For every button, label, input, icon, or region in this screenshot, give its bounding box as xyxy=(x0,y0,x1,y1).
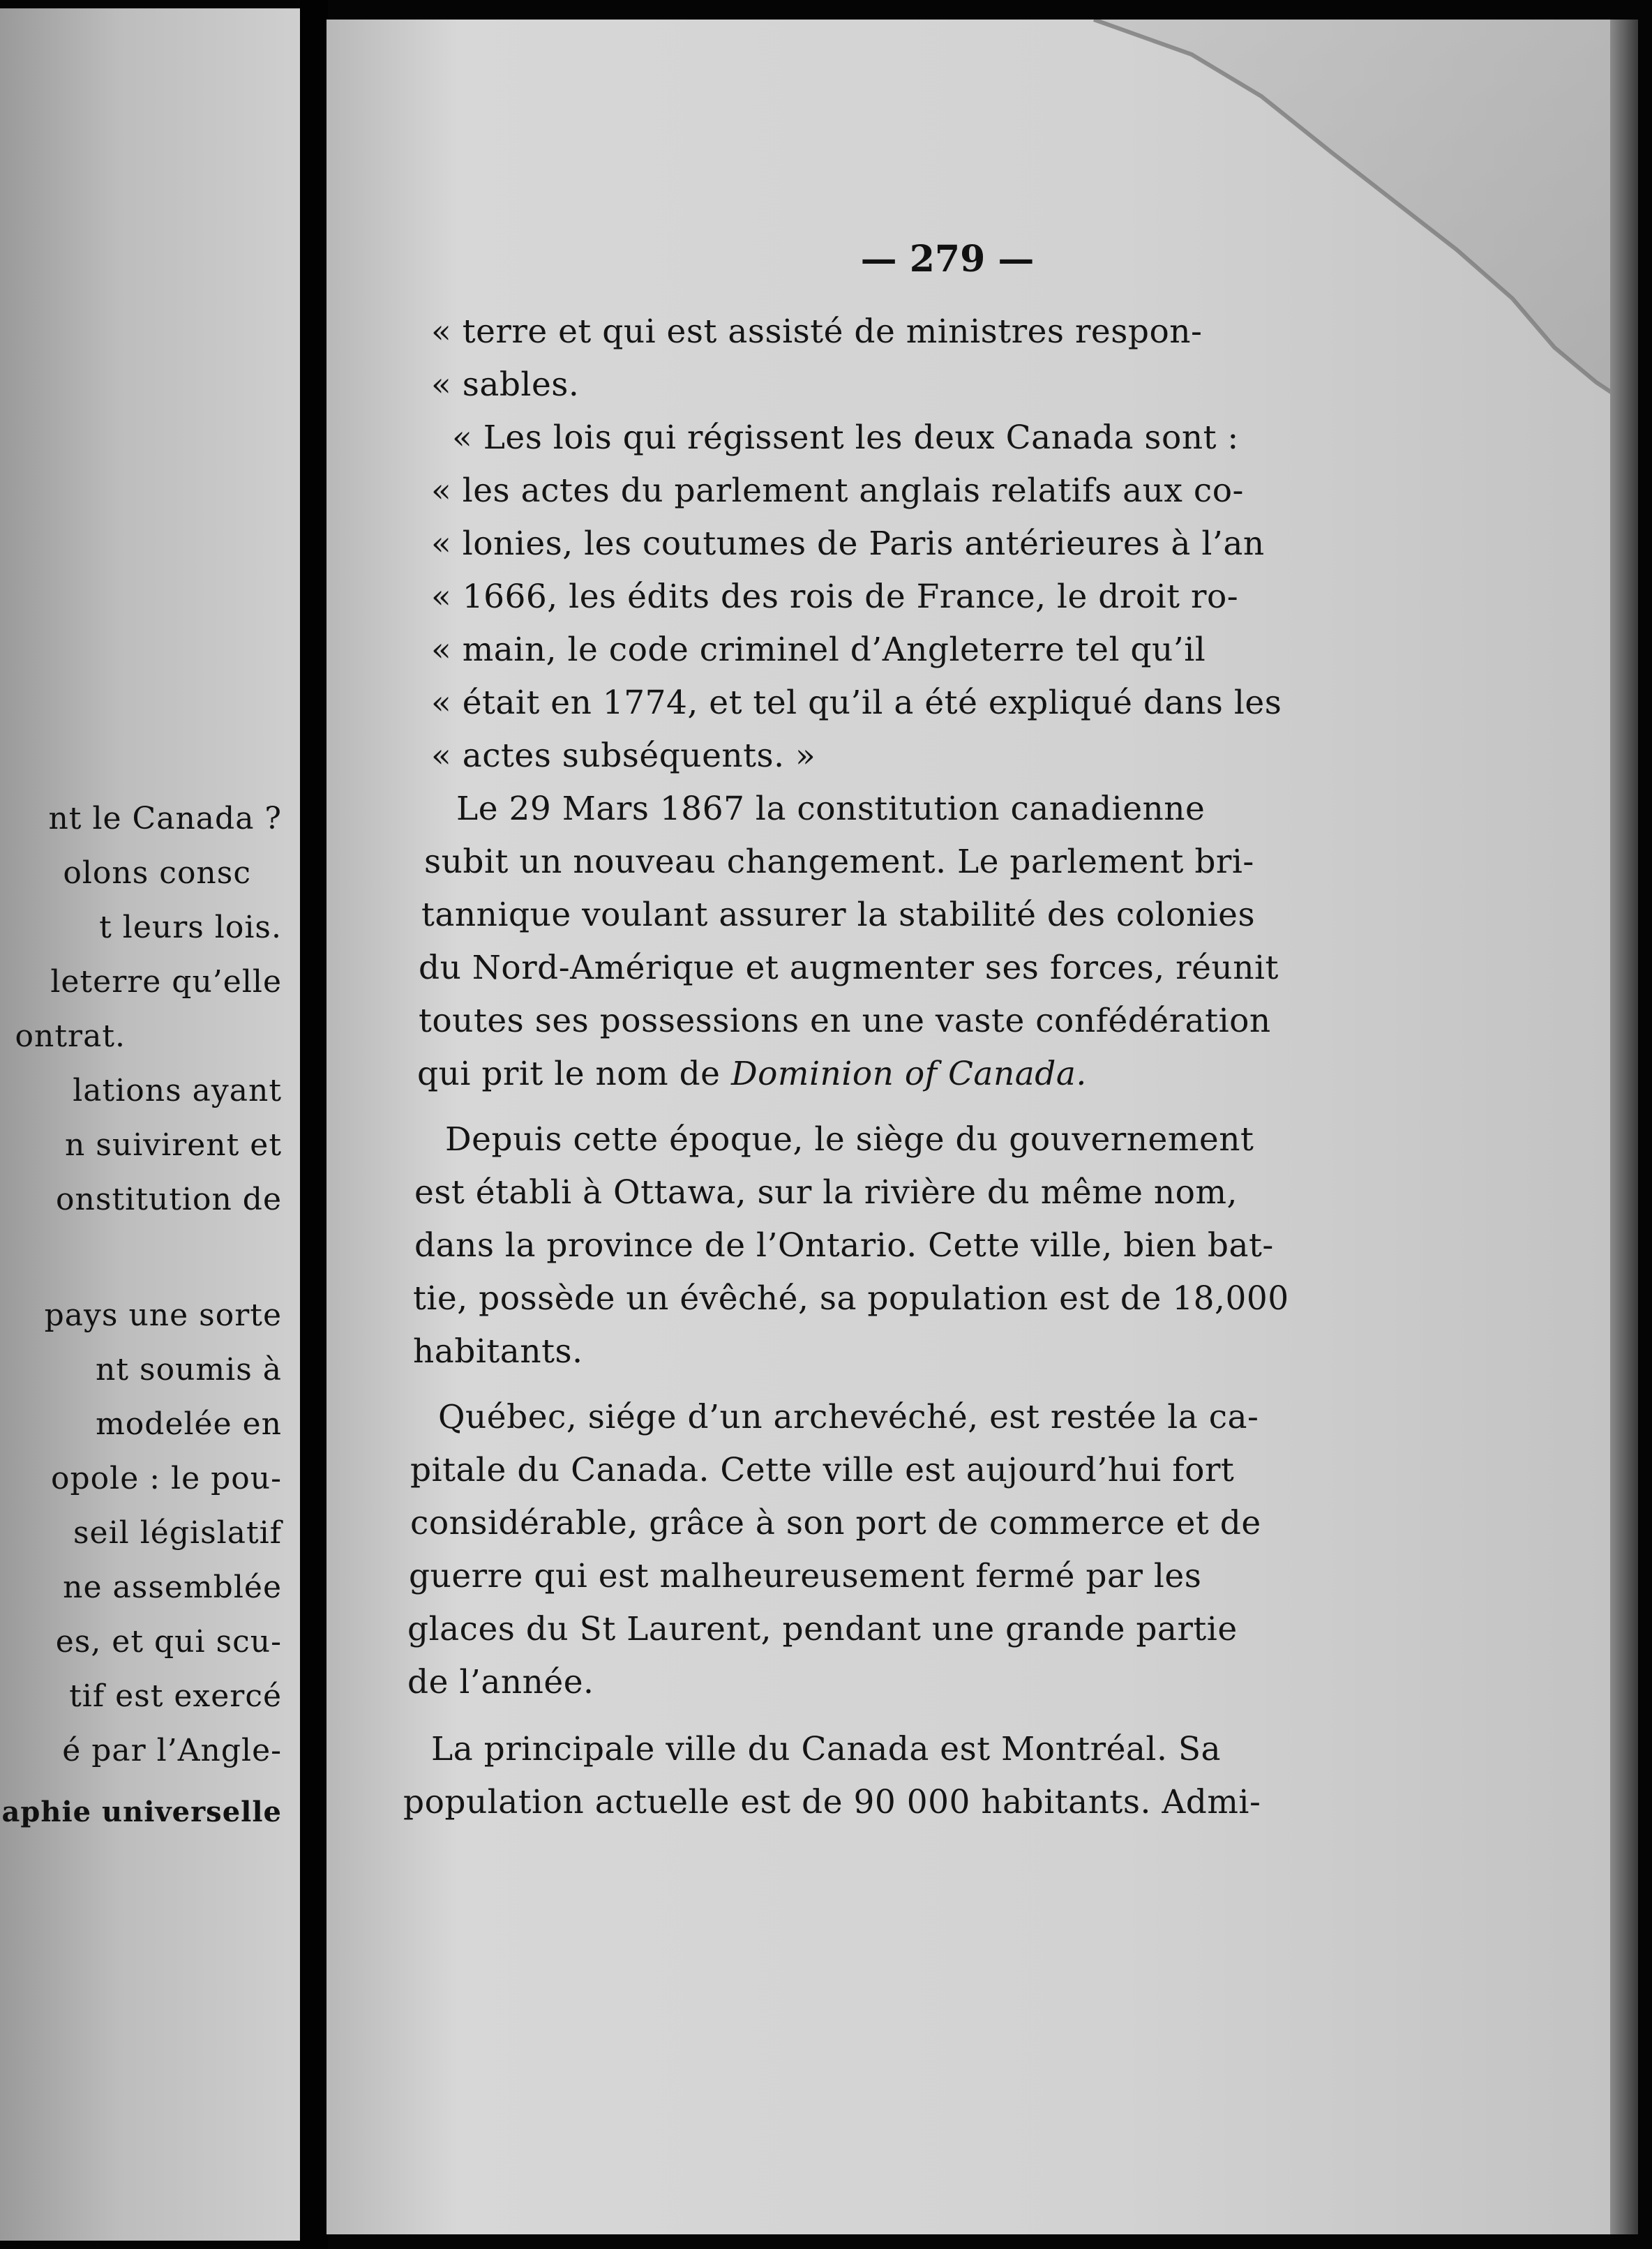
body-line: Le 29 Mars 1867 la constitution canadienne xyxy=(456,790,1206,828)
left-fragment: tif est exercé xyxy=(69,1678,282,1714)
left-fragment: opole : le pou- xyxy=(50,1461,282,1496)
left-fragment: seil législatif xyxy=(73,1515,282,1551)
left-fragment: ontrat. xyxy=(15,1018,126,1054)
body-line: Depuis cette époque, le siège du gouvernement xyxy=(445,1120,1254,1159)
left-fragment: nt soumis à xyxy=(95,1352,282,1387)
body-line: guerre qui est malheureusement fermé par les xyxy=(409,1557,1202,1595)
italic-title: Dominion of Canada. xyxy=(730,1055,1087,1093)
left-fragment: onstitution de xyxy=(56,1182,282,1217)
body-line: du Nord-Amérique et augmenter ses forces, réunit xyxy=(419,949,1279,987)
left-fragment: lations ayant xyxy=(73,1073,282,1108)
body-line: « était en 1774, et tel qu’il a été expliqué dans les xyxy=(431,684,1282,722)
body-line xyxy=(417,1055,1087,1093)
body-line: population actuelle est de 90 000 habitants. Admi- xyxy=(403,1783,1261,1821)
body-line: est établi à Ottawa, sur la rivière du même nom, xyxy=(414,1173,1238,1212)
left-fragment: modelée en xyxy=(96,1406,282,1442)
body-line: « Les lois qui régissent les deux Canada sont : xyxy=(452,419,1239,457)
body-line: toutes ses possessions en une vaste confédération xyxy=(419,1002,1271,1040)
body-line: « actes subséquents. » xyxy=(431,737,816,775)
body-line: considérable, grâce à son port de commerce et de xyxy=(410,1504,1261,1542)
body-line: dans la province de l’Ontario. Cette ville, bien bat- xyxy=(414,1226,1274,1265)
left-fragment: n suivirent et xyxy=(64,1127,282,1163)
left-fragment: t leurs lois. xyxy=(99,910,282,945)
body-line: « lonies, les coutumes de Paris antérieures à l’an xyxy=(431,525,1265,563)
body-line-text: qui prit le nom de xyxy=(417,1055,731,1093)
body-line: « sables. xyxy=(431,366,580,404)
body-line: Québec, siége d’un archevéché, est restée la ca- xyxy=(438,1398,1259,1436)
left-fragment: é par l’Angle- xyxy=(62,1733,282,1768)
left-fragment: aphie universelle xyxy=(1,1796,282,1828)
body-line: « les actes du parlement anglais relatifs aux co- xyxy=(431,472,1244,510)
page-number: — 279 — xyxy=(860,238,1035,280)
left-fragment: es, et qui scu- xyxy=(55,1624,282,1660)
torn-corner-shading xyxy=(326,20,1638,410)
left-fragment: pays une sorte xyxy=(44,1298,282,1333)
right-page xyxy=(326,20,1638,2234)
left-fragment: nt le Canada ? xyxy=(48,801,282,836)
left-fragment: leterre qu’elle xyxy=(50,964,282,1000)
body-line: tannique voulant assurer la stabilité des colonies xyxy=(421,896,1256,934)
left-fragment: ne assemblée xyxy=(63,1570,282,1605)
book-spine xyxy=(300,0,328,2249)
left-fragment: olons consc xyxy=(63,855,251,891)
left-page xyxy=(0,8,300,2241)
body-line: glaces du St Laurent, pendant une grande partie xyxy=(407,1610,1238,1648)
body-line: tie, possède un évêché, sa population est de 18,000 xyxy=(413,1279,1289,1318)
body-line: « main, le code criminel d’Angleterre tel qu’il xyxy=(431,631,1206,669)
body-line: pitale du Canada. Cette ville est aujourd’hui fort xyxy=(410,1451,1235,1489)
body-line: habitants. xyxy=(413,1332,583,1371)
page-edge-shadow xyxy=(1610,20,1638,2234)
body-line: de l’année. xyxy=(407,1663,594,1701)
body-line: La principale ville du Canada est Montréal. Sa xyxy=(431,1730,1222,1768)
body-line: subit un nouveau changement. Le parlement bri- xyxy=(424,843,1254,881)
body-line: « 1666, les édits des rois de France, le droit ro- xyxy=(431,578,1239,616)
body-line: « terre et qui est assisté de ministres respon- xyxy=(431,313,1203,351)
